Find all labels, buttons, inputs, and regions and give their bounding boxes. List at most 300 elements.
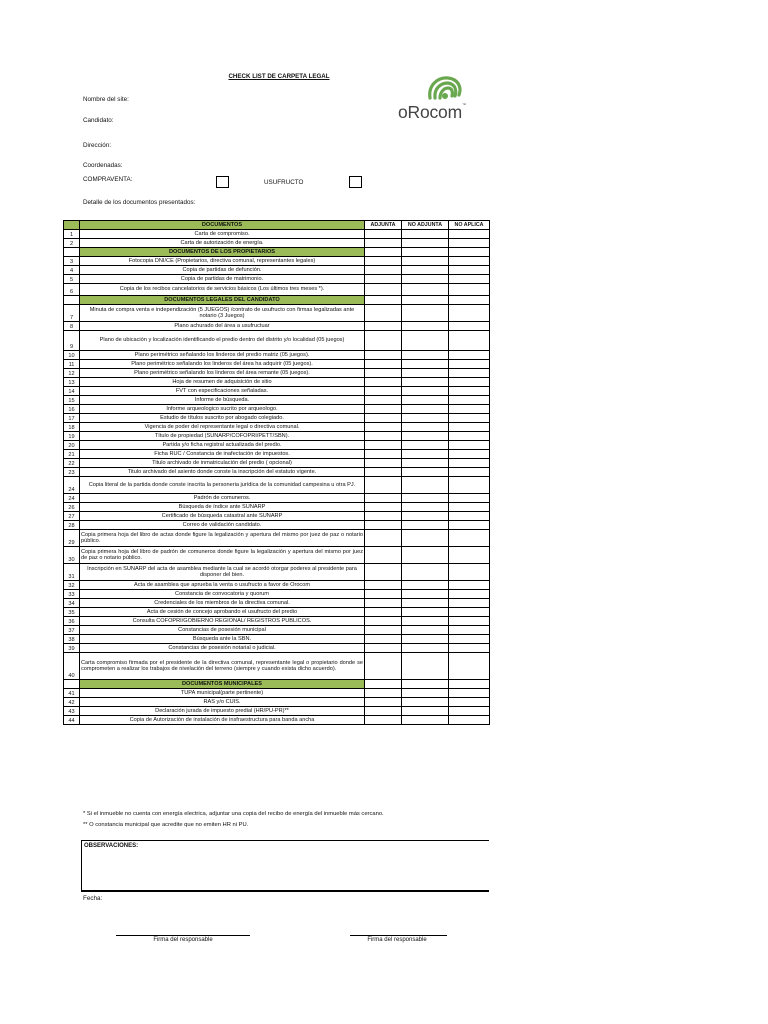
document-description: Carta de compromiso. (80, 230, 365, 239)
compraventa-checkbox[interactable] (216, 176, 229, 188)
checklist-row (64, 477, 490, 494)
adjunta-cell[interactable] (365, 564, 402, 581)
no-adjunta-cell[interactable] (402, 494, 449, 503)
document-description: Búsqueda de índice ante SUNARP (80, 503, 365, 512)
no-aplica-cell[interactable] (449, 266, 490, 275)
logo-wordmark: oRocom™ (398, 102, 466, 122)
no-aplica-cell[interactable] (449, 230, 490, 239)
checklist-row (64, 459, 490, 468)
no-aplica-cell[interactable] (449, 530, 490, 547)
no-aplica-cell[interactable] (449, 599, 490, 608)
no-aplica-cell[interactable] (449, 635, 490, 644)
date-label: Fecha: (83, 895, 103, 902)
document-description: Ficha RUC / Constancia de inafectación de impuestos. (80, 450, 365, 459)
no-adjunta-cell[interactable] (402, 707, 449, 716)
adjunta-cell[interactable] (365, 396, 402, 405)
section-header-row (64, 248, 490, 257)
column-header-documentos: DOCUMENTOS (80, 221, 365, 230)
row-number: 27 (64, 512, 80, 521)
row-number: 17 (64, 414, 80, 423)
adjunta-cell[interactable] (365, 441, 402, 450)
no-aplica-cell[interactable] (449, 477, 490, 494)
no-adjunta-cell[interactable] (402, 257, 449, 266)
document-description: Padrón de comuneros. (80, 494, 365, 503)
section-number-cell (64, 296, 80, 305)
no-adjunta-cell[interactable] (402, 635, 449, 644)
adjunta-cell[interactable] (365, 653, 402, 680)
document-description: Acta de cesión de concejo aprobando el usufructo del predio (80, 608, 365, 617)
no-adjunta-cell[interactable] (402, 477, 449, 494)
row-number: 14 (64, 387, 80, 396)
no-adjunta-cell[interactable] (402, 644, 449, 653)
no-aplica-cell[interactable] (449, 432, 490, 441)
no-adjunta-cell[interactable] (402, 322, 449, 331)
documents-detail-label: Detalle de los documentos presentados: (83, 199, 196, 206)
checklist-row (64, 305, 490, 322)
checklist-row (64, 581, 490, 590)
signature-label-left: Firma del responsable (153, 937, 213, 943)
document-description: Vigencia de poder del representante legal o directiva comunal. (80, 423, 365, 432)
document-description: Estudio de títulos suscrito por abogado colegiado. (80, 414, 365, 423)
no-aplica-cell[interactable] (449, 503, 490, 512)
checklist-row (64, 360, 490, 369)
row-number: 31 (64, 564, 80, 581)
document-description: Copia de Autorización de instalación de insfraestructura para banda ancha (80, 716, 365, 725)
address-label: Dirección: (83, 142, 111, 149)
adjunta-cell[interactable] (365, 644, 402, 653)
no-adjunta-cell[interactable] (402, 530, 449, 547)
document-description: Plano perimétrico señalando los linderos del área ha adquirir (05 juegos). (80, 360, 365, 369)
section-empty-cell (365, 248, 402, 257)
row-number: 6 (64, 284, 80, 296)
document-description: Credenciales de los miembros de la directiva comunal. (80, 599, 365, 608)
document-description: Constancias de posesión notarial o judicial. (80, 644, 365, 653)
checklist-row (64, 564, 490, 581)
adjunta-cell[interactable] (365, 503, 402, 512)
document-description: Informe arqueologico sucrito por arqueologo. (80, 405, 365, 414)
adjunta-cell[interactable] (365, 468, 402, 477)
section-number-cell (64, 248, 80, 257)
no-adjunta-cell[interactable] (402, 547, 449, 564)
row-number: 23 (64, 468, 80, 477)
no-aplica-cell[interactable] (449, 707, 490, 716)
adjunta-cell[interactable] (365, 617, 402, 626)
no-adjunta-cell[interactable] (402, 581, 449, 590)
adjunta-cell[interactable] (365, 477, 402, 494)
checklist-row (64, 521, 490, 530)
row-number: 19 (64, 432, 80, 441)
document-description: Plano de ubicación y localización identificando el predio dentro del distrito y/o localidad (05 juegos) (80, 331, 365, 351)
row-number: 8 (64, 322, 80, 331)
document-description: Copia primera hoja del libro de actas donde figure la legalización y apertura del mismo por juez de paz o notario público. (80, 530, 365, 547)
no-adjunta-cell[interactable] (402, 468, 449, 477)
no-aplica-cell[interactable] (449, 369, 490, 378)
row-number: 13 (64, 378, 80, 387)
page-title: CHECK LIST DE CARPETA LEGAL (228, 73, 330, 80)
row-number: 5 (64, 275, 80, 284)
row-number: 38 (64, 635, 80, 644)
no-adjunta-cell[interactable] (402, 360, 449, 369)
adjunta-cell[interactable] (365, 405, 402, 414)
coordinates-label: Coordenadas: (83, 162, 123, 169)
adjunta-cell[interactable] (365, 626, 402, 635)
row-number: 33 (64, 590, 80, 599)
orocom-logo (398, 72, 486, 122)
row-number: 4 (64, 266, 80, 275)
candidate-label: Candidato: (83, 117, 114, 124)
document-description: Certificado de búsqueda catastral ante SUNARP (80, 512, 365, 521)
no-aplica-cell[interactable] (449, 360, 490, 369)
checklist-row (64, 626, 490, 635)
no-aplica-cell[interactable] (449, 284, 490, 296)
checklist-row (64, 503, 490, 512)
document-description: Copia literal de la partida donde conste inscrita la personeria jurídica de la comunidad campesina u otra PJ. (80, 477, 365, 494)
no-aplica-cell[interactable] (449, 716, 490, 725)
row-number: 30 (64, 547, 80, 564)
section-empty-cell (402, 680, 449, 689)
no-aplica-cell[interactable] (449, 459, 490, 468)
document-description: Acta de asamblea que aprueba la venta o usufructo a favor de Orocom (80, 581, 365, 590)
row-number: 7 (64, 305, 80, 322)
no-adjunta-cell[interactable] (402, 275, 449, 284)
no-adjunta-cell[interactable] (402, 716, 449, 725)
no-adjunta-cell[interactable] (402, 521, 449, 530)
checklist-row (64, 351, 490, 360)
no-aplica-cell[interactable] (449, 405, 490, 414)
row-number: 41 (64, 689, 80, 698)
document-description: RAS y/o CUIS. (80, 698, 365, 707)
adjunta-cell[interactable] (365, 414, 402, 423)
row-number: 32 (64, 581, 80, 590)
no-aplica-cell[interactable] (449, 698, 490, 707)
no-aplica-cell[interactable] (449, 331, 490, 351)
checklist-row (64, 266, 490, 275)
no-adjunta-cell[interactable] (402, 590, 449, 599)
observations-label: OBSERVACIONES: (84, 843, 139, 849)
checklist-row (64, 512, 490, 521)
column-header-no-aplica: NO APLICA (449, 221, 490, 230)
adjunta-cell[interactable] (365, 351, 402, 360)
no-adjunta-cell[interactable] (402, 512, 449, 521)
row-number: 44 (64, 716, 80, 725)
no-adjunta-cell[interactable] (402, 305, 449, 322)
checklist-row (64, 387, 490, 396)
adjunta-cell[interactable] (365, 581, 402, 590)
no-adjunta-cell[interactable] (402, 599, 449, 608)
no-aplica-cell[interactable] (449, 441, 490, 450)
adjunta-cell[interactable] (365, 689, 402, 698)
checklist-row (64, 369, 490, 378)
no-aplica-cell[interactable] (449, 564, 490, 581)
document-description: Titulo archivado de inmatriculación del predio ( opcional) (80, 459, 365, 468)
no-aplica-cell[interactable] (449, 423, 490, 432)
no-adjunta-cell[interactable] (402, 396, 449, 405)
checklist-row (64, 608, 490, 617)
document-description: Búsqueda ante la SBN. (80, 635, 365, 644)
adjunta-cell[interactable] (365, 266, 402, 275)
orocom-swirl-icon (398, 72, 486, 106)
adjunta-cell[interactable] (365, 369, 402, 378)
adjunta-cell[interactable] (365, 275, 402, 284)
no-adjunta-cell[interactable] (402, 378, 449, 387)
checklist-row (64, 441, 490, 450)
document-description: Constancia de convocatoria y quorum (80, 590, 365, 599)
adjunta-cell[interactable] (365, 547, 402, 564)
no-aplica-cell[interactable] (449, 617, 490, 626)
checklist-row (64, 599, 490, 608)
row-number: 9 (64, 331, 80, 351)
document-description: FVT con especificaciones señaladas. (80, 387, 365, 396)
no-aplica-cell[interactable] (449, 653, 490, 680)
adjunta-cell[interactable] (365, 360, 402, 369)
adjunta-cell[interactable] (365, 707, 402, 716)
no-aplica-cell[interactable] (449, 590, 490, 599)
document-description: Inscripción en SUNARP del acta de asamblea mediante la cual se acordó otorgar poderes al presidente para disponer del bien. (80, 564, 365, 581)
adjunta-cell[interactable] (365, 322, 402, 331)
no-adjunta-cell[interactable] (402, 626, 449, 635)
adjunta-cell[interactable] (365, 230, 402, 239)
no-aplica-cell[interactable] (449, 450, 490, 459)
no-adjunta-cell[interactable] (402, 387, 449, 396)
no-adjunta-cell[interactable] (402, 351, 449, 360)
no-aplica-cell[interactable] (449, 626, 490, 635)
checklist-row (64, 653, 490, 680)
usufructo-checkbox[interactable] (349, 176, 362, 188)
checklist-row (64, 423, 490, 432)
document-description: Partida y/o ficha registral actualizada del predio. (80, 441, 365, 450)
checklist-row (64, 617, 490, 626)
checklist-row (64, 716, 490, 725)
document-description: Carta de autorización de energía. (80, 239, 365, 248)
no-aplica-cell[interactable] (449, 322, 490, 331)
adjunta-cell[interactable] (365, 635, 402, 644)
no-aplica-cell[interactable] (449, 608, 490, 617)
checklist-row (64, 230, 490, 239)
checklist-row (64, 257, 490, 266)
row-number: 2 (64, 239, 80, 248)
row-number: 20 (64, 441, 80, 450)
section-empty-cell (402, 248, 449, 257)
document-description: Fotocopia DNI/CE (Propietarios, directiva comunal, representantes legales) (80, 257, 365, 266)
section-empty-cell (365, 680, 402, 689)
document-description: Copia de partidas de matrimonio. (80, 275, 365, 284)
checklist-row (64, 378, 490, 387)
adjunta-cell[interactable] (365, 599, 402, 608)
no-aplica-cell[interactable] (449, 257, 490, 266)
section-empty-cell (449, 680, 490, 689)
no-aplica-cell[interactable] (449, 581, 490, 590)
no-adjunta-cell[interactable] (402, 239, 449, 248)
row-number: 36 (64, 617, 80, 626)
document-description: Copia de partidas de defunción. (80, 266, 365, 275)
section-header-row (64, 296, 490, 305)
checklist-row (64, 590, 490, 599)
row-number: 34 (64, 599, 80, 608)
document-description: Copia de los recibos cancelatorios de servicios básicos (Los últimos tres meses *). (80, 284, 365, 296)
checklist-body (64, 230, 490, 725)
no-aplica-cell[interactable] (449, 414, 490, 423)
row-number: 18 (64, 423, 80, 432)
document-description: Plano perimétrico señalando los linderos del predio matriz (05 juegos). (80, 351, 365, 360)
row-number: 39 (64, 644, 80, 653)
row-number: 1 (64, 230, 80, 239)
no-aplica-cell[interactable] (449, 239, 490, 248)
document-description: Plano perimétrico señalando los linderos del área remante (05 juegos). (80, 369, 365, 378)
section-empty-cell (449, 248, 490, 257)
row-number: 10 (64, 351, 80, 360)
no-adjunta-cell[interactable] (402, 503, 449, 512)
adjunta-cell[interactable] (365, 590, 402, 599)
document-description: Correo de validación candidato. (80, 521, 365, 530)
document-description: Título de propiedad (SUNARP/COFOPRI/PETT/SBN). (80, 432, 365, 441)
section-title: DOCUMENTOS DE LOS PROPIETARIOS (80, 248, 365, 257)
section-empty-cell (365, 296, 402, 305)
note-municipal: ** O constancia municipal que acredite que no emiten HR ni PU. (83, 822, 249, 828)
no-aplica-cell[interactable] (449, 305, 490, 322)
no-aplica-cell[interactable] (449, 689, 490, 698)
row-number: 15 (64, 396, 80, 405)
no-adjunta-cell[interactable] (402, 459, 449, 468)
adjunta-cell[interactable] (365, 521, 402, 530)
adjunta-cell[interactable] (365, 387, 402, 396)
no-aplica-cell[interactable] (449, 494, 490, 503)
checklist-row (64, 530, 490, 547)
checklist-row (64, 644, 490, 653)
no-aplica-cell[interactable] (449, 275, 490, 284)
document-description: Consulta COFOPRI/GOBIERNO REGIONAL/ REGISTROS PUBLICOS. (80, 617, 365, 626)
document-description: Declaración jurada de impuesto predial (HR/PU-PR)** (80, 707, 365, 716)
adjunta-cell[interactable] (365, 423, 402, 432)
checklist-row (64, 707, 490, 716)
header-number-cell (64, 221, 80, 230)
adjunta-cell[interactable] (365, 331, 402, 351)
site-name-label: Nombre del site: (83, 96, 129, 103)
no-adjunta-cell[interactable] (402, 266, 449, 275)
no-aplica-cell[interactable] (449, 468, 490, 477)
checklist-row (64, 414, 490, 423)
no-aplica-cell[interactable] (449, 512, 490, 521)
no-adjunta-cell[interactable] (402, 450, 449, 459)
no-adjunta-cell[interactable] (402, 689, 449, 698)
no-adjunta-cell[interactable] (402, 653, 449, 680)
no-adjunta-cell[interactable] (402, 414, 449, 423)
column-header-no-adjunta: NO ADJUNTA (402, 221, 449, 230)
no-adjunta-cell[interactable] (402, 423, 449, 432)
signature-line-left (116, 935, 250, 936)
row-number: 21 (64, 450, 80, 459)
usufructo-label: USUFRUCTO (264, 179, 304, 186)
no-adjunta-cell[interactable] (402, 369, 449, 378)
no-aplica-cell[interactable] (449, 644, 490, 653)
compraventa-label: COMPRAVENTA: (83, 176, 133, 183)
no-aplica-cell[interactable] (449, 547, 490, 564)
adjunta-cell[interactable] (365, 494, 402, 503)
documents-checklist-table (63, 220, 490, 725)
no-adjunta-cell[interactable] (402, 608, 449, 617)
no-adjunta-cell[interactable] (402, 617, 449, 626)
no-aplica-cell[interactable] (449, 387, 490, 396)
adjunta-cell[interactable] (365, 378, 402, 387)
checklist-row (64, 405, 490, 414)
adjunta-cell[interactable] (365, 239, 402, 248)
signature-label-right: Firma del responsable (367, 937, 427, 943)
row-number: 28 (64, 521, 80, 530)
no-adjunta-cell[interactable] (402, 432, 449, 441)
checklist-row (64, 284, 490, 296)
observations-box[interactable] (81, 840, 489, 892)
adjunta-cell[interactable] (365, 284, 402, 296)
no-adjunta-cell[interactable] (402, 284, 449, 296)
section-empty-cell (402, 296, 449, 305)
column-header-adjunta: ADJUNTA (365, 221, 402, 230)
row-number: 24 (64, 494, 80, 503)
row-number: 24 (64, 477, 80, 494)
document-description: Minuta de compra venta e independización (5 JUEGOS) /contrato de usufructo con firmas legalizadas ante notario (3 Juegos) (80, 305, 365, 322)
adjunta-cell[interactable] (365, 305, 402, 322)
row-number: 35 (64, 608, 80, 617)
checklist-row (64, 331, 490, 351)
checklist-row (64, 468, 490, 477)
adjunta-cell[interactable] (365, 450, 402, 459)
row-number: 42 (64, 698, 80, 707)
document-description: Titulo archivado del asiento donde conste la inscripción del estatuto vigente. (80, 468, 365, 477)
adjunta-cell[interactable] (365, 512, 402, 521)
adjunta-cell[interactable] (365, 432, 402, 441)
document-description: Plano achurado del área a usufructuar (80, 322, 365, 331)
adjunta-cell[interactable] (365, 608, 402, 617)
document-description: Informe de búsqueda. (80, 396, 365, 405)
no-aplica-cell[interactable] (449, 521, 490, 530)
no-aplica-cell[interactable] (449, 378, 490, 387)
section-number-cell (64, 680, 80, 689)
no-adjunta-cell[interactable] (402, 331, 449, 351)
adjunta-cell[interactable] (365, 716, 402, 725)
adjunta-cell[interactable] (365, 530, 402, 547)
section-empty-cell (449, 296, 490, 305)
checklist-row (64, 322, 490, 331)
checklist-row (64, 635, 490, 644)
row-number: 37 (64, 626, 80, 635)
no-adjunta-cell[interactable] (402, 405, 449, 414)
row-number: 22 (64, 459, 80, 468)
section-title: DOCUMENTOS LEGALES DEL CANDIDATO (80, 296, 365, 305)
checklist-row (64, 698, 490, 707)
checklist-row (64, 547, 490, 564)
no-adjunta-cell[interactable] (402, 698, 449, 707)
section-title: DOCUMENTOS MUNICIPALES (80, 680, 365, 689)
row-number: 40 (64, 653, 80, 680)
checklist-row (64, 239, 490, 248)
adjunta-cell[interactable] (365, 459, 402, 468)
checklist-row (64, 494, 490, 503)
row-number: 3 (64, 257, 80, 266)
note-energy: * Si el inmueble no cuenta con energía electrica, adjuntar una copia del recibo de energía del inmueble más cercano. (83, 811, 384, 817)
adjunta-cell[interactable] (365, 257, 402, 266)
no-adjunta-cell[interactable] (402, 441, 449, 450)
section-header-row (64, 680, 490, 689)
checklist-row (64, 275, 490, 284)
row-number: 12 (64, 369, 80, 378)
checklist-row (64, 450, 490, 459)
no-aplica-cell[interactable] (449, 396, 490, 405)
no-adjunta-cell[interactable] (402, 230, 449, 239)
checklist-row (64, 432, 490, 441)
no-adjunta-cell[interactable] (402, 564, 449, 581)
no-aplica-cell[interactable] (449, 351, 490, 360)
signature-line-right (350, 935, 447, 936)
document-description: Copia primera hoja del libro de padrón de comuneros donde figure la legalización y apertura del mismo por juez de paz o notario público. (80, 547, 365, 564)
adjunta-cell[interactable] (365, 698, 402, 707)
